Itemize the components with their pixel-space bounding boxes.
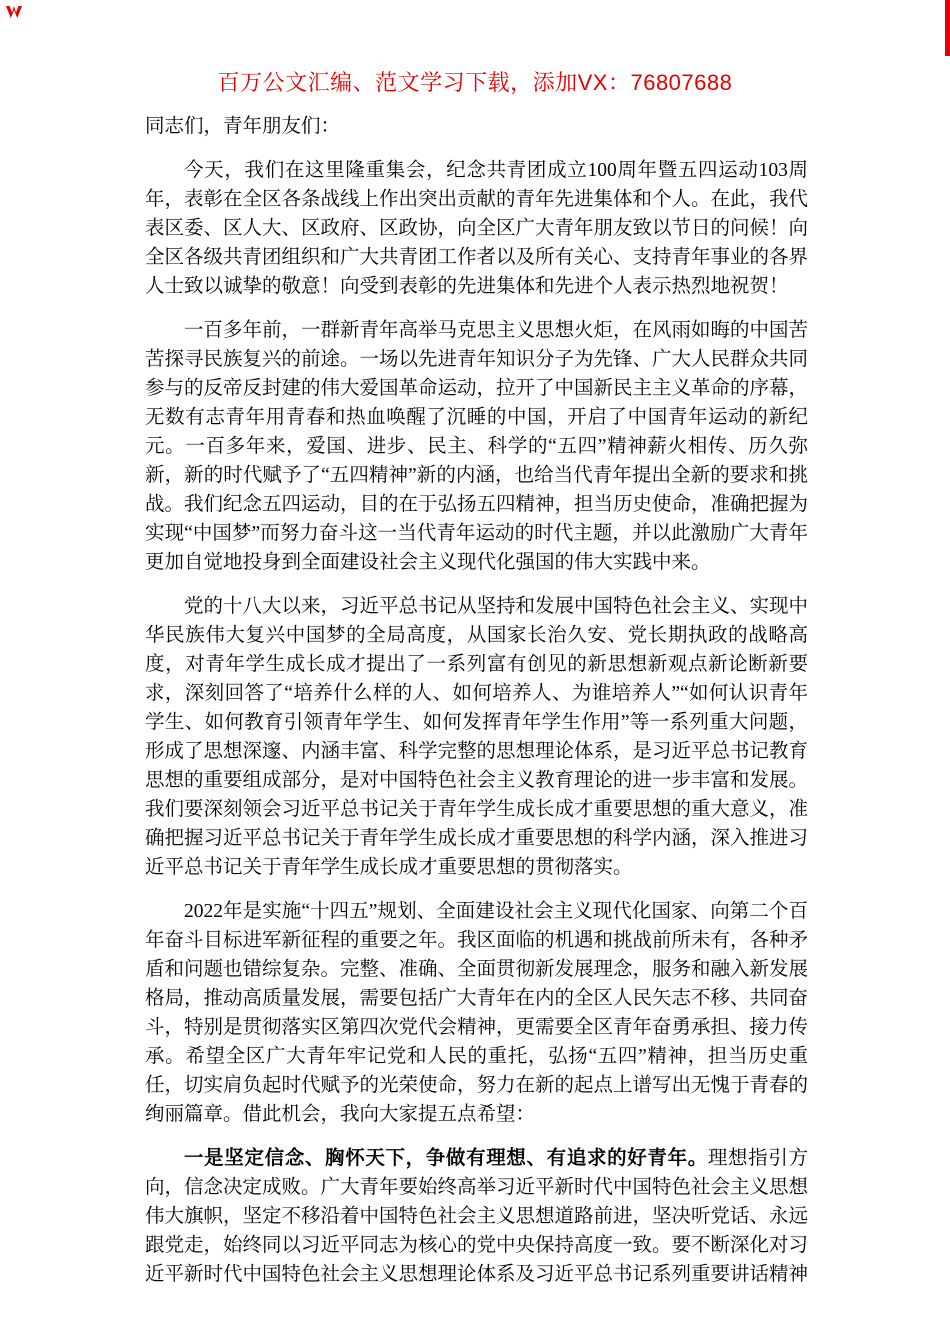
paragraph: 一百多年前，一群新青年高举马克思主义思想火炬，在风雨如晦的中国苦苦探寻民族复兴的前途。一场以先进青年知识分子为先锋、广大人民群众共同参与的反帝反封建的伟大爱国革命运动，拉开了中国新民主主义革命的序幕，无数有志青年用青春和热血唤醒了沉睡的中国，开启了中国青年运动的新纪元。一百多年来，爱国、进步、民主、科学的“五四”精神薪火相传、历久弥新，新的时代赋予了“五四精神”新的内涵，也给当代青年提出全新的要求和挑战。我们纪念五四运动，目的在于弘扬五四精神，担当历史使命，准确把握为实现“中国梦”而努力奋斗这一当代青年运动的时代主题，并以此激励广大青年更加自觉地投身到全面建设社会主义现代化强国的伟大实践中来。 [145, 320, 809, 573]
paragraph: 今天，我们在这里隆重集会，纪念共青团成立100周年暨五四运动103周年，表彰在全区各条战线上作出突出贡献的青年先进集体和个人。在此，我代表区委、区人大、区政府、区政协，向全区广大青年朋友致以节日的问候！向全区各级共青团组织和广大共青团工作者以及所有关心、支持青年事业的各界人士致以诚挚的敬意！向受到表彰的先进集体和先进个人表示热烈地祝贺！ [145, 160, 809, 297]
paragraph: 党的十八大以来，习近平总书记从坚持和发展中国特色社会主义、实现中华民族伟大复兴中国梦的全局高度，从国家长治久安、党长期执政的战略高度，对青年学生成长成才提出了一系列富有创见的新思想新观点新论断新要求，深刻回答了“培养什么样的人、如何培养人、为谁培养人”“如何认识青年学生、如何教育引领青年学生、如何发挥青年学生作用”等一系列重大问题，形成了思想深邃、内涵丰富、科学完整的思想理论体系，是习近平总书记教育思想的重要组成部分，是对中国特色社会主义教育理论的进一步丰富和发展。我们要深刻领会习近平总书记关于青年学生成长成才重要思想的重大意义，准确把握习近平总书记关于青年学生成长成才重要思想的科学内涵，深入推进习近平总书记关于青年学生成长成才重要思想的贯彻落实。 [145, 596, 809, 878]
paragraph: 2022年是实施“十四五”规划、全面建设社会主义现代化国家、向第二个百年奋斗目标进军新征程的重要之年。我区面临的机遇和挑战前所未有，各种矛盾和问题也错综复杂。完整、准确、全面贯彻新发展理念，服务和融入新发展格局，推动高质量发展，需要包括广大青年在内的全区人民矢志不移、共同奋斗，特别是贯彻落实区第四次党代会精神，更需要全区青年奋勇承担、接力传承。希望全区广大青年牢记党和人民的重托，弘扬“五四”精神，担当历史重任，切实肩负起时代赋予的光荣使命，努力在新的起点上谱写出无愧于青春的绚丽篇章。借此机会，我向大家提五点希望： [145, 901, 809, 1125]
point-one-body: 理想指引方向，信念决定成败。广大青年要始终高举习近平新时代中国特色社会主义思想伟大旗帜，坚定不移沿着中国特色社会主义思想道路前进，坚决听党话、永远跟党走，始终同以习近平同志为核心的党中央保持高度一致。要不断深化对习近平新时代中国特色社会主义思想理论体系及习近平总书记系列重要讲话精神 [145, 1148, 809, 1285]
ad-banner-text: 百万公文汇编、范文学习下载，添加VX：76807688 [217, 70, 733, 95]
page-corner-logo-icon [6, 6, 22, 18]
scroll-indicator[interactable] [945, 0, 950, 56]
document-body [145, 112, 808, 1289]
salutation-line: 同志们，青年朋友们： [145, 116, 341, 137]
paragraph-point-one [145, 1144, 808, 1289]
point-one-heading: 一是坚定信念、胸怀天下，争做有理想、有追求的好青年。 [184, 1148, 708, 1169]
